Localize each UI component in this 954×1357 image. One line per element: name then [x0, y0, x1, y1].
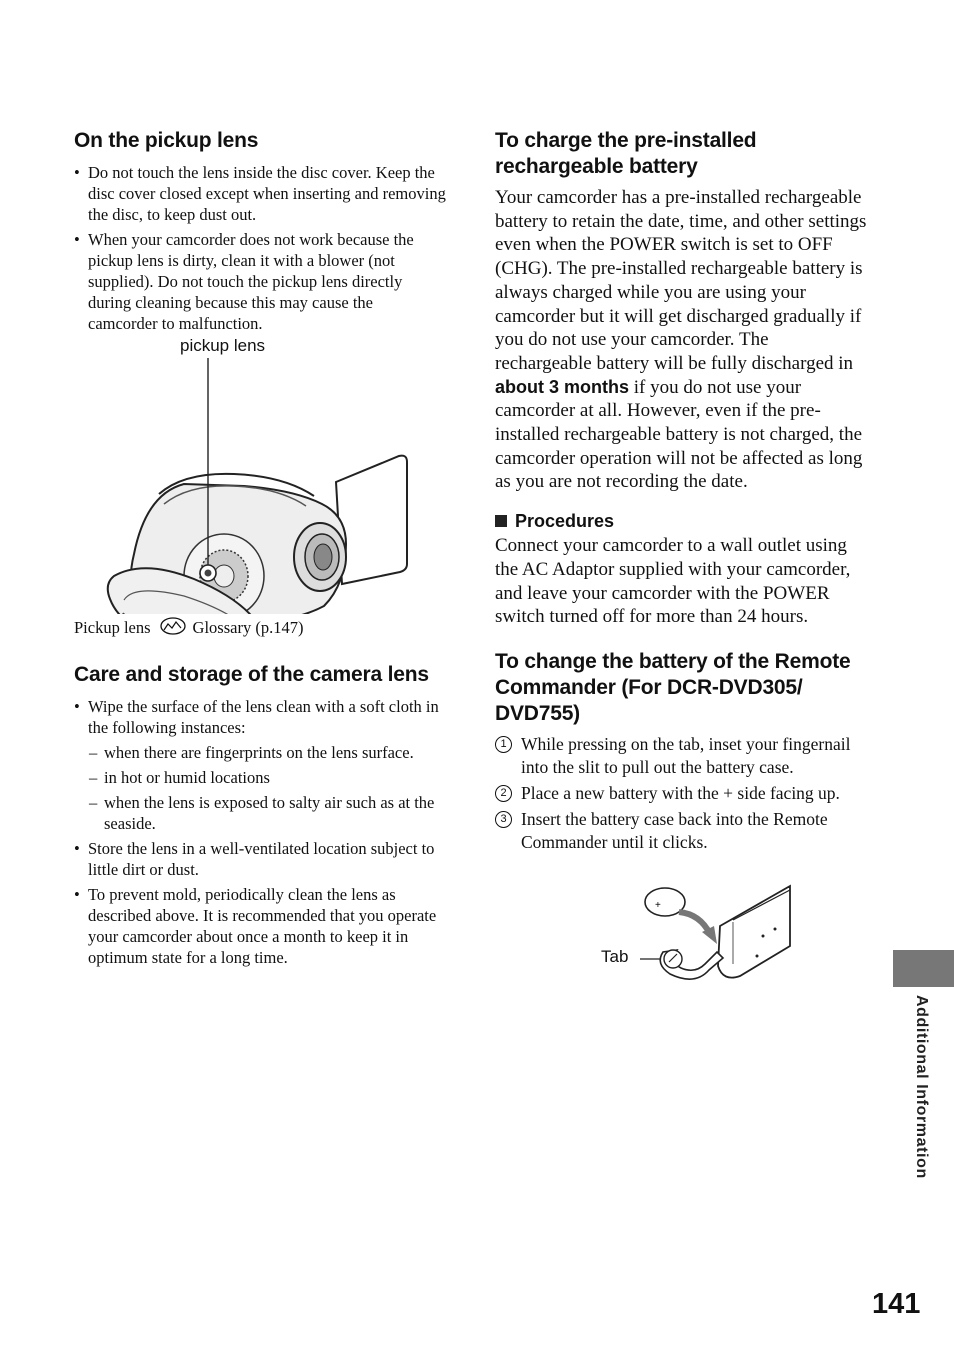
heading-charge-battery: To charge the pre-installed rechargeable battery: [495, 129, 757, 178]
tab-label: Tab: [601, 946, 629, 966]
list-item: • Wipe the surface of the lens clean with a soft cloth in the following instances: – when there are fingerprints on the lens surface. – in hot or humid locations – when the lens is exposed to salty air such as at the seaside.: [74, 696, 446, 834]
step-number: 2: [495, 785, 512, 802]
list-item: 3 Insert the battery case back into the Remote Commander until it clicks.: [495, 808, 867, 854]
heading-pickup-lens: On the pickup lens: [74, 129, 259, 152]
step-number: 3: [495, 811, 512, 828]
list-item: • Do not touch the lens inside the disc cover. Keep the disc cover closed except when inserting and removing the disc, to keep dust out.: [74, 162, 446, 225]
list-item: – when the lens is exposed to salty air such as at the seaside.: [74, 792, 446, 834]
page-number: 141: [872, 1288, 921, 1320]
step-number: 1: [495, 736, 512, 753]
list-item: • When your camcorder does not work because the pickup lens is dirty, clean it with a blower (not supplied). Do not touch the pickup lens directly during cleaning because this may cause the camcorder to malfunction.: [74, 229, 446, 334]
list-item: • Store the lens in a well-ventilated location subject to little dirt or dust.: [74, 838, 446, 880]
pickup-lens-label: pickup lens: [180, 336, 266, 355]
remote-steps: [495, 733, 867, 854]
list-item: – when there are fingerprints on the lens surface.: [74, 742, 446, 763]
list-item: 2 Place a new battery with the + side facing up.: [495, 782, 867, 805]
camcorder-drawing: [74, 344, 446, 614]
svg-text:+: +: [655, 899, 661, 911]
square-bullet-icon: [495, 515, 507, 527]
glossary-icon: [159, 616, 187, 642]
section-label: Additional Information: [913, 995, 930, 1179]
remote-drawing: [495, 874, 867, 994]
left-column: [74, 128, 446, 972]
right-column: [495, 128, 867, 994]
heading-remote-battery: To change the battery of the Remote Commander (For DCR-DVD305/ DVD755): [495, 649, 851, 725]
list-item: • To prevent mold, periodically clean the lens as described above. It is recommended that you operate your camcorder about once a month to keep it in optimum state for a long time.: [74, 884, 446, 968]
glossary-caption: Pickup lens Glossary (p.147): [74, 616, 446, 642]
pickup-bullets: [74, 162, 446, 334]
remote-battery-illustration: [495, 874, 867, 994]
care-sub-list: [74, 742, 446, 834]
care-bullets: [74, 696, 446, 968]
section-tab: [893, 950, 954, 987]
charge-paragraph: Your camcorder has a pre-installed rechargeable battery to retain the date, time, and other settings even when the POWER switch is set to OFF (CHG). The pre-installed rechargeable battery is always charged while you are using your camcorder but it will get discharged gradually if you do not use your camcorder. The rechargeable battery will be fully discharged in about 3 months if you do not use your camcorder at all. However, even if the pre-installed rechargeable battery is not charged, the camcorder operation will not be affected as long as you are not recording the date.: [495, 187, 867, 493]
heading-procedures: Procedures: [495, 510, 867, 532]
emphasis-duration: about 3 months: [495, 376, 629, 397]
heading-care-storage: Care and storage of the camera lens: [74, 663, 429, 686]
camcorder-illustration: [74, 336, 446, 614]
procedures-paragraph: Connect your camcorder to a wall outlet using the AC Adaptor supplied with your camcorder, and leave your camcorder with the POWER switch turned off for more than 24 hours.: [495, 535, 851, 628]
list-item: – in hot or humid locations: [74, 767, 446, 788]
list-item: 1 While pressing on the tab, inset your fingernail into the slit to pull out the battery case.: [495, 733, 867, 779]
